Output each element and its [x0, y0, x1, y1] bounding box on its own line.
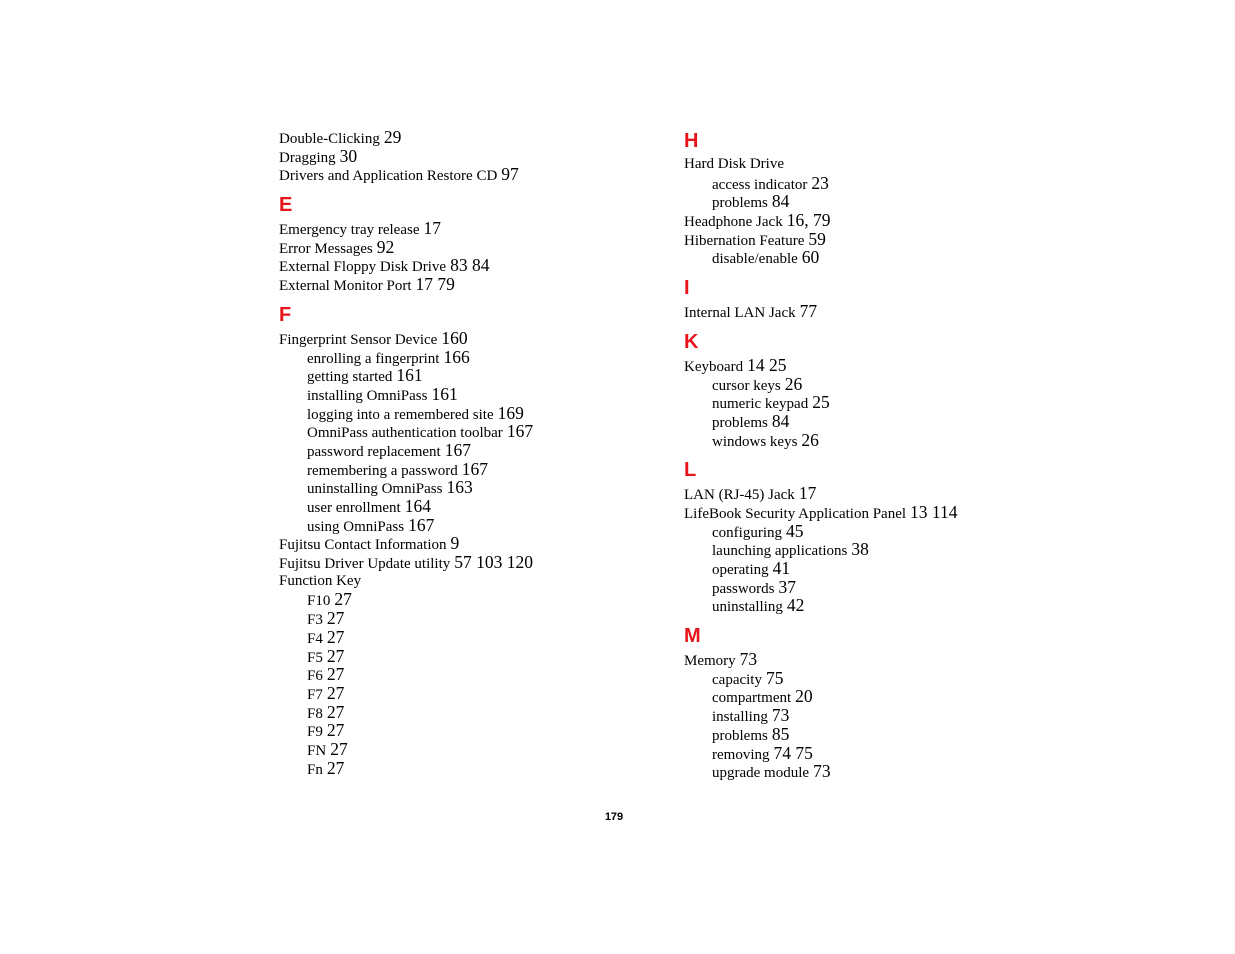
index-page-refs: 27 [326, 645, 345, 666]
index-term: LifeBook Security Application Panel [684, 505, 907, 522]
index-entry [279, 572, 659, 591]
index-term: logging into a remembered site [307, 406, 494, 423]
index-term: F9 [307, 724, 323, 741]
index-page-refs: 169 [497, 402, 524, 423]
index-page-refs: 92 [376, 236, 395, 257]
index-page-refs: 29 [383, 127, 402, 147]
index-page-refs: 84 [771, 191, 790, 212]
index-page-refs: 163 [446, 477, 473, 498]
index-term: operating [712, 562, 769, 578]
index-page-refs: 20 [795, 686, 813, 707]
index-subentry [279, 516, 659, 535]
index-subentry [279, 721, 659, 740]
index-subentry [279, 366, 659, 385]
index-page-refs: 73 [813, 761, 831, 782]
index-term: upgrade module [712, 765, 810, 782]
index-page-refs: 59 [808, 228, 826, 249]
index-page-refs: 167 [506, 421, 534, 442]
index-entry [279, 275, 659, 294]
index-subentry [684, 248, 1064, 267]
index-page-refs: 26 [801, 429, 819, 450]
index-term: numeric keypad [712, 396, 809, 413]
index-term: Function Key [279, 572, 362, 589]
index-page-refs: 166 [443, 346, 470, 367]
index-page-refs: 27 [326, 664, 345, 685]
index-term: Keyboard [684, 358, 744, 375]
index-entry [279, 128, 659, 147]
index-page-refs: 27 [334, 589, 352, 610]
section-letter-l: L [684, 459, 697, 482]
index-page-refs: 17 [423, 218, 441, 239]
index-page-refs: 27 [326, 720, 345, 741]
index-term: access indicator [712, 176, 808, 193]
index-page-refs: 84 [771, 410, 790, 431]
index-term: Fn [307, 761, 323, 778]
index-term: External Floppy Disk Drive [279, 259, 447, 276]
index-term: Fujitsu Contact Information [279, 537, 447, 554]
index-page-refs: 9 [450, 533, 460, 554]
index-page-refs: 161 [431, 383, 458, 404]
index-page-refs: 167 [408, 514, 435, 535]
index-page-refs: 17 [798, 483, 817, 504]
index-column-right [684, 128, 1064, 781]
index-subentry [684, 669, 1064, 688]
index-term: passwords [712, 580, 775, 597]
index-term: getting started [307, 369, 393, 386]
index-term: capacity [712, 671, 762, 688]
section-letter-h: H [684, 130, 699, 152]
index-page-refs: 16, 79 [786, 210, 831, 231]
index-term: F4 [307, 630, 323, 647]
index-page-refs: 164 [404, 496, 431, 516]
index-subentry [684, 706, 1064, 725]
index-subentry [279, 422, 659, 441]
index-subentry [279, 759, 659, 778]
index-page-refs: 60 [801, 247, 820, 268]
index-term: OmniPass authentication toolbar [307, 425, 503, 442]
index-term: Dragging [279, 149, 336, 166]
index-page-refs: 27 [326, 682, 345, 703]
index-subentry [279, 348, 659, 367]
index-subentry [279, 684, 659, 703]
index-page-refs: 73 [739, 649, 758, 670]
index-term: configuring [712, 524, 782, 541]
index-term: F7 [307, 686, 323, 703]
index-subentry [684, 174, 1064, 193]
index-subentry [279, 609, 659, 628]
index-subentry [684, 192, 1064, 211]
index-term: Fujitsu Driver Update utility [279, 556, 451, 573]
index-entry [684, 650, 1064, 669]
index-subentry [684, 540, 1064, 559]
index-page-refs: 42 [786, 595, 805, 616]
index-entry [279, 219, 659, 238]
index-subentry [684, 522, 1064, 541]
index-term: Hibernation Feature [684, 232, 805, 249]
index-page-refs: 83 84 [450, 255, 490, 276]
index-term: compartment [712, 690, 792, 707]
index-page-refs: 30 [339, 145, 358, 166]
index-term: launching applications [712, 543, 848, 560]
index-term: Error Messages [279, 240, 373, 257]
index-page-refs: 73 [771, 705, 790, 726]
index-term: problems [712, 727, 768, 744]
index-term: Internal LAN Jack [684, 305, 796, 322]
index-page-refs: 17 79 [415, 274, 455, 295]
index-term: Hard Disk Drive [684, 156, 784, 172]
index-term: F8 [307, 705, 323, 722]
page-number: 179 [604, 811, 624, 823]
index-page-refs: 14 25 [747, 354, 787, 375]
index-entry [684, 230, 1064, 249]
index-term: disable/enable [712, 251, 798, 268]
index-term: Fingerprint Sensor Device [279, 331, 438, 348]
section-letter-e: E [279, 194, 293, 217]
index-subentry [279, 703, 659, 722]
index-page-refs: 167 [461, 458, 489, 479]
index-subentry [684, 578, 1064, 597]
index-page-refs: 85 [771, 723, 790, 744]
index-term: F5 [307, 649, 323, 666]
index-subentry [279, 404, 659, 423]
index-term: problems [712, 414, 768, 431]
index-page-refs: 77 [799, 301, 818, 322]
index-entry [279, 534, 659, 553]
section-letter-f: F [279, 303, 292, 326]
index-page-refs: 23 [811, 172, 829, 193]
index-term: Drivers and Application Restore CD [279, 168, 498, 185]
index-term: Emergency tray release [279, 222, 420, 239]
index-page-refs: 27 [330, 738, 348, 759]
index-column-left [279, 128, 659, 777]
index-term: installing [712, 709, 768, 726]
index-term: problems [712, 195, 768, 212]
index-page-refs: 27 [326, 626, 345, 647]
index-subentry [279, 665, 659, 684]
index-subentry [684, 375, 1064, 394]
index-subentry [279, 647, 659, 666]
index-page-refs: 160 [441, 327, 468, 348]
index-subentry [279, 460, 659, 479]
index-entry [684, 484, 1064, 503]
index-entry [279, 165, 659, 184]
index-term: removing [712, 746, 770, 763]
index-subentry [684, 559, 1064, 578]
index-page-refs: 74 75 [773, 742, 813, 763]
index-page-refs: 97 [501, 164, 519, 185]
index-page-refs: 27 [326, 608, 345, 629]
index-subentry [684, 393, 1064, 412]
index-term: installing OmniPass [307, 387, 428, 404]
index-term: Memory [684, 653, 736, 670]
index-subentry [279, 628, 659, 647]
index-page-refs: 27 [326, 757, 345, 778]
section-letter-m: M [684, 625, 701, 648]
index-subentry [684, 687, 1064, 706]
index-subentry [684, 431, 1064, 450]
index-term: user enrollment [307, 500, 401, 516]
index-term: password replacement [307, 443, 441, 460]
index-subentry [684, 725, 1064, 744]
section-letter-i: I [684, 277, 690, 300]
index-entry [684, 302, 1064, 321]
index-term: FN [307, 742, 327, 759]
index-subentry [684, 596, 1064, 615]
index-page-refs: 75 [765, 667, 784, 688]
index-term: Headphone Jack [684, 214, 783, 231]
index-subentry [684, 744, 1064, 763]
index-entry [684, 211, 1064, 230]
index-page-refs: 26 [784, 373, 803, 394]
index-page-refs: 13 114 [910, 501, 958, 522]
index-entry [684, 503, 1064, 522]
section-letter-k: K [684, 330, 699, 353]
index-term: LAN (RJ-45) Jack [684, 487, 795, 504]
index-term: uninstalling OmniPass [307, 481, 443, 498]
index-term: F3 [307, 612, 323, 629]
index-subentry [684, 412, 1064, 431]
index-term: enrolling a fingerprint [307, 350, 440, 367]
index-entry [684, 155, 1064, 174]
index-term: F6 [307, 668, 323, 685]
index-page-refs: 167 [444, 439, 471, 460]
index-entry [279, 238, 659, 257]
index-term: uninstalling [712, 599, 783, 616]
index-entry [279, 553, 659, 572]
index-subentry [279, 740, 659, 759]
index-subentry [684, 762, 1064, 781]
index-term: F10 [307, 593, 331, 610]
index-subentry [279, 385, 659, 404]
index-page-refs: 161 [396, 365, 423, 386]
index-page-refs: 27 [326, 701, 345, 722]
index-page-refs: 57 103 120 [454, 552, 533, 573]
index-term: windows keys [712, 433, 798, 450]
index-subentry [279, 497, 659, 516]
index-page-refs: 45 [785, 520, 804, 541]
index-subentry [279, 590, 659, 609]
index-entry [279, 329, 659, 348]
index-subentry [279, 441, 659, 460]
index-page-refs: 41 [772, 558, 791, 578]
index-term: remembering a password [307, 462, 458, 479]
index-entry [279, 256, 659, 275]
index-term: External Monitor Port [279, 278, 412, 295]
index-term: using OmniPass [307, 518, 405, 535]
index-term: Double-Clicking [279, 131, 380, 147]
index-page-refs: 37 [778, 576, 796, 597]
index-entry [684, 356, 1064, 375]
index-page-refs: 25 [812, 392, 830, 413]
index-entry [279, 147, 659, 166]
index-page-refs: 38 [851, 539, 869, 560]
index-term: cursor keys [712, 377, 781, 394]
index-subentry [279, 478, 659, 497]
